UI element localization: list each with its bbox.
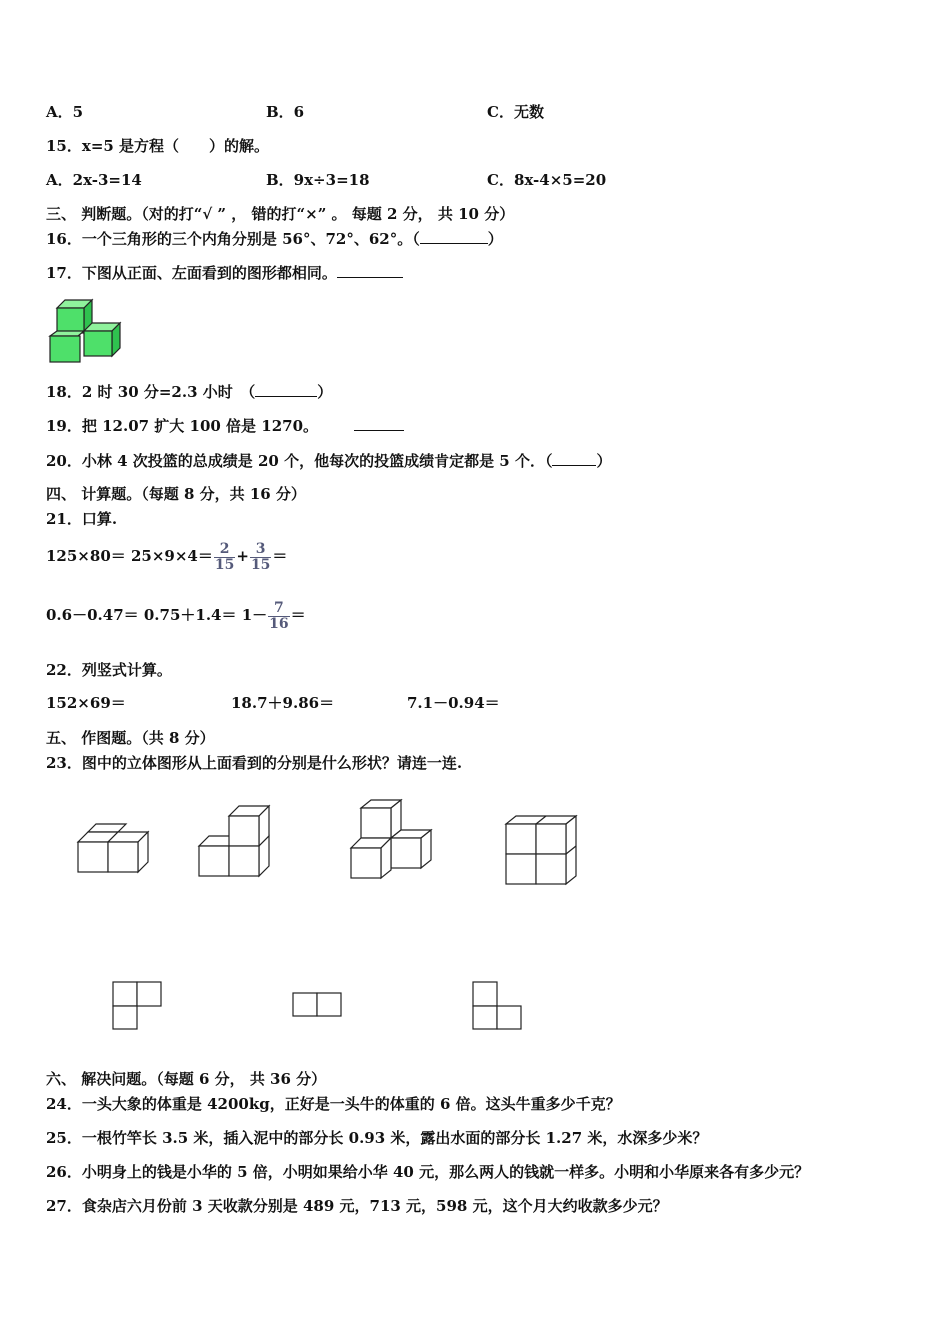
cube-figure xyxy=(506,816,576,884)
calc-2: 18.7＋9.86＝ xyxy=(231,694,335,712)
answer-blank xyxy=(255,382,317,397)
q17-text: 17．下图从正面、左面看到的图形都相同。 xyxy=(46,264,337,282)
calc-3: 7.1－0.94＝ xyxy=(407,694,500,712)
q18-text: 18．2 时 30 分=2.3 小时 （ xyxy=(46,383,256,401)
solid-figures xyxy=(0,790,950,900)
section4-title: 四、 计算题。（每题 8 分，共 16 分） xyxy=(46,485,306,503)
q20 xyxy=(46,451,611,471)
cube-figure xyxy=(199,806,269,876)
q21: 21．口算. xyxy=(46,510,118,528)
q23: 23．图中的立体图形从上面看到的分别是什么形状？请连一连. xyxy=(46,754,463,772)
q19 xyxy=(46,416,404,436)
top-view-shape xyxy=(293,993,341,1016)
q15-option-a: A．2x-3=14 xyxy=(46,171,142,189)
equals-sign: ＝ xyxy=(290,606,306,624)
plus-sign: + xyxy=(236,547,249,565)
equals-sign: ＝ xyxy=(272,547,288,565)
section3-title: 三、 判断题。（对的打“√ ” ， 错的打“×” 。 每题 2 分， 共 10 分） xyxy=(46,205,515,223)
mental-math-row-1 xyxy=(46,538,287,574)
q27: 27．食杂店六月份前 3 天收款分别是 489 元，713 元，598 元，这个月大约收款多少元？ xyxy=(46,1197,668,1215)
q15-stem: 15．x=5 是方程（ ）的解。 xyxy=(46,137,270,155)
fraction: $\frac{7}{16}$ xyxy=(269,599,289,632)
q15-option-b: B．9x÷3=18 xyxy=(266,171,370,189)
answer-blank xyxy=(354,416,404,431)
calc-1: 152×69＝ xyxy=(46,694,126,712)
mental-math-row-2 xyxy=(46,597,306,633)
top-view-shape xyxy=(473,982,521,1029)
cube-figure xyxy=(78,824,148,872)
q26: 26．小明身上的钱是小华的 5 倍，小明如果给小华 40 元，那么两人的钱就一样多。小明和小华原来各有多少元？ xyxy=(46,1163,810,1181)
q16-end: ） xyxy=(487,230,503,248)
q18-end: ） xyxy=(317,383,333,401)
row1-text: 125×80＝ 25×9×4＝ xyxy=(46,547,213,565)
q20-end: ） xyxy=(596,452,612,470)
q24: 24．一头大象的体重是 4200kg，正好是一头牛的体重的 6 倍。这头牛重多少千克？ xyxy=(46,1095,621,1113)
section5-title: 五、 作图题。（共 8 分） xyxy=(46,729,215,747)
fraction: $\frac{3}{15}$ xyxy=(250,540,271,573)
q22: 22．列竖式计算。 xyxy=(46,661,172,679)
q17 xyxy=(46,263,403,283)
top-view-shape xyxy=(113,982,161,1029)
q19-text: 19．把 12.07 扩大 100 倍是 1270。 xyxy=(46,417,319,435)
q16 xyxy=(46,229,503,249)
section6-title: 六、 解决问题。（每题 6 分， 共 36 分） xyxy=(46,1070,327,1088)
answer-blank xyxy=(337,263,403,278)
q14-option-a: A．5 xyxy=(46,103,84,121)
fraction: $\frac{2}{15}$ xyxy=(214,540,235,573)
q14-option-c: C．无数 xyxy=(487,103,544,121)
q25: 25．一根竹竿长 3.5 米，插入泥中的部分长 0.93 米，露出水面的部分长 1.27 米，水深多少米？ xyxy=(46,1129,708,1147)
green-cube-figure xyxy=(48,298,124,364)
cube-figure xyxy=(351,800,431,878)
q20-text: 20．小林 4 次投篮的总成绩是 20 个，他每次的投篮成绩肯定都是 5 个．（ xyxy=(46,452,553,470)
answer-blank xyxy=(552,451,596,466)
row2-text: 0.6－0.47＝ 0.75＋1.4＝ 1－ xyxy=(46,606,268,624)
q16-text: 16．一个三角形的三个内角分别是 56°、72°、62°。（ xyxy=(46,230,420,248)
answer-blank xyxy=(420,229,488,244)
q18 xyxy=(46,382,332,402)
top-views xyxy=(0,978,950,1038)
q15-option-c: C．8x-4×5=20 xyxy=(487,171,607,189)
q14-option-b: B．6 xyxy=(266,103,305,121)
